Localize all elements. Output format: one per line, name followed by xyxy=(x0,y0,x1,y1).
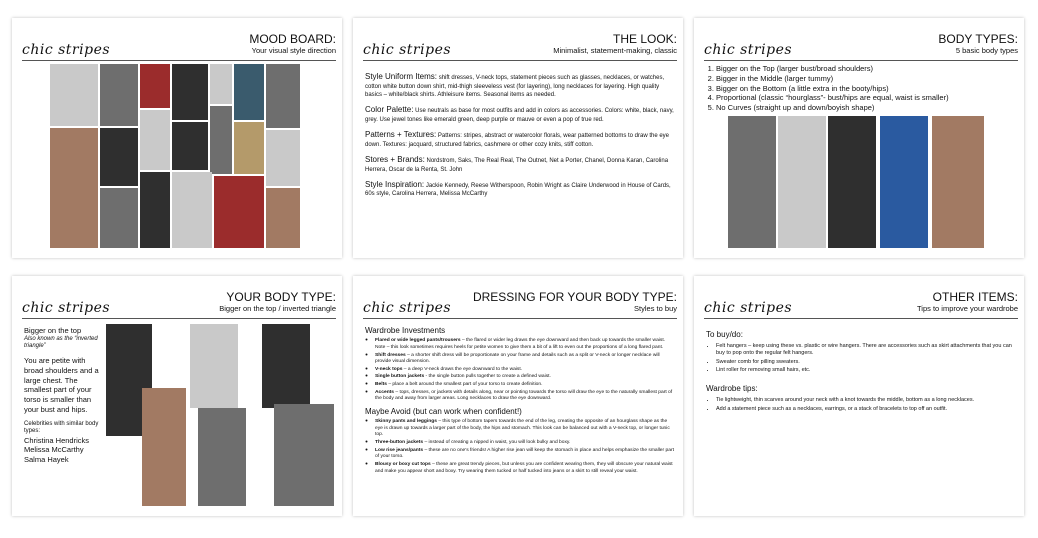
slide-subtitle: Styles to buy xyxy=(634,304,677,313)
body-type-item: 5. No Curves (straight up and down/boyish shape) xyxy=(716,103,1016,113)
body-type-item: 3. Bigger on the Bottom (a little extra in the booty/hips) xyxy=(716,84,1016,94)
chic-stripes-logo: chic stripes xyxy=(363,42,452,58)
celebrity-photo xyxy=(198,408,246,506)
mood-photo xyxy=(210,106,232,174)
look-paragraph: Color Palette: Use neutrals as base for most outfits and add in colors as accessories. Colors: white, black, navy, grey. Use jewel tones like emerald green, deep purple or mauve or even a pop of true red. xyxy=(365,104,674,123)
celebrity-label: Celebrities with similar body types: xyxy=(24,420,99,435)
divider xyxy=(363,60,677,61)
slide-dressing xyxy=(353,276,683,516)
mood-photo xyxy=(140,110,170,170)
body-type-item: 2. Bigger in the Middle (larger tummy) xyxy=(716,74,1016,84)
look-body xyxy=(365,72,675,205)
mood-photo xyxy=(210,64,232,104)
slide-your-body-type xyxy=(12,276,342,516)
slide-body-types xyxy=(694,18,1024,258)
mood-photo xyxy=(266,130,300,186)
body-type-item: 4. Proportional (classic “hourglass”- bust/hips are equal, waist is smaller) xyxy=(716,93,1016,103)
mood-photo xyxy=(172,64,208,120)
mood-photo xyxy=(140,64,170,108)
celebrity-name: Salma Hayek xyxy=(24,455,69,465)
mood-photo xyxy=(100,128,138,186)
mood-photo xyxy=(234,122,264,174)
slide-other-items xyxy=(694,276,1024,516)
celebrity-photo xyxy=(274,404,334,506)
celebrity-name: Melissa McCarthy xyxy=(24,445,84,455)
celebrity-photo xyxy=(190,324,238,408)
chic-stripes-logo: chic stripes xyxy=(363,300,452,316)
body-type-photo xyxy=(828,116,876,248)
your-type-description: You are petite with broad shoulders and a large chest. The smallest part of your torso is smaller than your bust and hips. xyxy=(24,356,99,414)
slide-subtitle: Minimalist, statement-making, classic xyxy=(553,46,677,55)
body-type-photo xyxy=(728,116,776,248)
section-heading: To buy/do: xyxy=(706,330,743,339)
section-heading: Wardrobe tips: xyxy=(706,384,758,394)
wardrobe-tip: • Tie lightweight, thin scarves around your neck with a knot towards the middle, bottom as a long necklaces. xyxy=(716,397,1016,404)
buy-item: • Lint roller for removing small hairs, etc. xyxy=(716,367,1016,374)
your-type-aka: Also known as the “inverted triangle” xyxy=(24,335,98,349)
mood-photo xyxy=(214,176,264,248)
chic-stripes-logo: chic stripes xyxy=(704,300,793,316)
celebrity-photo xyxy=(262,324,310,408)
slide-title: MOOD BOARD: xyxy=(249,32,336,46)
mood-photo xyxy=(172,172,212,248)
slide-subtitle: Tips to improve your wardrobe xyxy=(916,304,1018,313)
mood-photo xyxy=(266,64,300,128)
celebrity-name: Christina Hendricks xyxy=(24,435,90,445)
tip-item: ◦ Flared or wide legged pants/trousers – the flared or wider leg draws the eye downward and then back up towards the smaller waist. Note – this look sometimes requires heels for petite women to give them a bit of a lift to even out the proportions of a long flared pant. xyxy=(375,338,675,351)
chic-stripes-logo: chic stripes xyxy=(704,42,793,58)
body-type-photo xyxy=(932,116,984,248)
divider xyxy=(363,318,677,319)
body-type-photo xyxy=(880,116,928,248)
slide-mood-board xyxy=(12,18,342,258)
slide-title: OTHER ITEMS: xyxy=(932,290,1018,304)
buy-item: • Sweater comb for pilling sweaters. xyxy=(716,359,1016,366)
your-type-text xyxy=(24,326,100,465)
look-paragraph: Patterns + Textures: Patterns: stripes, abstract or watercolor florals, wear patterned bottoms to draw the eye down. Textures: jacquard, structured fabrics, cashmere or other cozy knits, stiff cotton. xyxy=(365,129,670,148)
body-type-photo xyxy=(778,116,826,248)
slide-subtitle: 5 basic body types xyxy=(955,46,1018,55)
chic-stripes-logo: chic stripes xyxy=(22,300,111,316)
avoid-item: ◦ Skinny pants and leggings – this type of bottom tapers towards the end of the leg, creating the opposite of an hourglass shape as the eye is drawn up towards a larger part of the body, the hips and stomach. This look can be balanced out with a V-neck top, or longer tunic top. xyxy=(375,419,675,439)
section-heading: Maybe Avoid (but can work when confident!) xyxy=(365,406,522,416)
look-paragraph: Stores + Brands: Nordstrom, Saks, The Real Real, The Outnet, Net a Porter, Chanel, Donna Karan, Carolina Herrera, Oscar de la Renta, St. John xyxy=(365,154,669,173)
slide-title: YOUR BODY TYPE: xyxy=(226,290,336,304)
your-type-heading: Bigger on the top xyxy=(24,326,82,335)
celebrity-photo xyxy=(142,388,186,506)
mood-photo xyxy=(100,64,138,126)
look-paragraph: Style Inspiration: Jackie Kennedy, Reese Witherspoon, Robin Wright as Claire Underwood in House of Cards, 60s style, Carolina Herrera, Melissa McCarthy xyxy=(365,179,671,198)
dressing-body xyxy=(365,322,675,479)
slide-subtitle: Your visual style direction xyxy=(251,46,336,55)
tip-item: ◦ V-neck tops – a deep V-neck draws the eye downward to the waist. xyxy=(375,367,675,374)
slide-subtitle: Bigger on the top / inverted triangle xyxy=(219,304,336,313)
slide-title: BODY TYPES: xyxy=(938,32,1018,46)
section-heading: Wardrobe Investments xyxy=(365,326,446,335)
tip-item: ◦ Accents – tops, dresses, or jackets with details along, near or pointing towards the torso will draw the eye to the naturally smallest part of the body and away from larger areas. Long necklaces to draw the eye downward. xyxy=(375,390,675,403)
other-items-body xyxy=(706,326,1016,417)
divider xyxy=(704,60,1018,61)
mood-photo xyxy=(172,122,208,170)
mood-photo xyxy=(50,64,98,126)
avoid-item: ◦ Three-button jackets – instead of creating a nipped in waist, you will look bulky and boxy. xyxy=(375,440,675,447)
slide-title: THE LOOK: xyxy=(612,32,677,46)
divider xyxy=(22,318,336,319)
mood-photo xyxy=(50,128,98,248)
mood-photo xyxy=(140,172,170,248)
avoid-item: ◦ Low rise jeans/pants – these are no one’s friends! A higher rise jean will keep the stomach in place and helps emphasize the smaller part of your torso. xyxy=(375,448,675,461)
tip-item: ◦ Shift dresses – a shorter shift dress will be proportionate on your frame and details such as a split or V-neck or longer necklace will provide visual dimension. xyxy=(375,353,675,366)
wardrobe-tip: • Add a statement piece such as a necklaces, earrings, or a stack of bracelets to top off an outfit. xyxy=(716,406,1016,413)
divider xyxy=(22,60,336,61)
tip-item: ◦ Single button jackets - the single button pulls together to create a defined waist. xyxy=(375,374,675,381)
mood-photo xyxy=(234,64,264,120)
buy-item: • Felt hangers – keep using these vs. plastic or wire hangers. There are accessories such as skirt attachments that you can buy to pop onto the regular felt hangers. xyxy=(716,343,1016,358)
chic-stripes-logo: chic stripes xyxy=(22,42,111,58)
divider xyxy=(704,318,1018,319)
look-paragraph: Style Uniform Items: shift dresses, V-neck tops, statement pieces such as glasses, necklaces, or watches, cotton white button down shirt, mid-thigh sleeveless vest (for layering), long necklaces for layering. High quality basics – white/black shirts. Athleisure items. Seasonal items as needed. xyxy=(365,72,665,98)
mood-photo xyxy=(100,188,138,248)
mood-photo xyxy=(266,188,300,248)
tip-item: ◦ Belts – place a belt around the smallest part of your torso to create definition. xyxy=(375,382,675,389)
body-type-item: 1. Bigger on the Top (larger bust/broad shoulders) xyxy=(716,64,1016,74)
slide-the-look xyxy=(353,18,683,258)
avoid-item: ◦ Blousy or boxy cut tops – these are great trendy pieces, but unless you are confident wearing them, they will obscure your natural waist and make you appear short and boxy. Try wearing them tucked or half tucked into jeans or a skirt to still reveal your waist. xyxy=(375,462,675,475)
slide-title: DRESSING FOR YOUR BODY TYPE: xyxy=(472,290,677,304)
body-types-list xyxy=(706,64,1016,113)
